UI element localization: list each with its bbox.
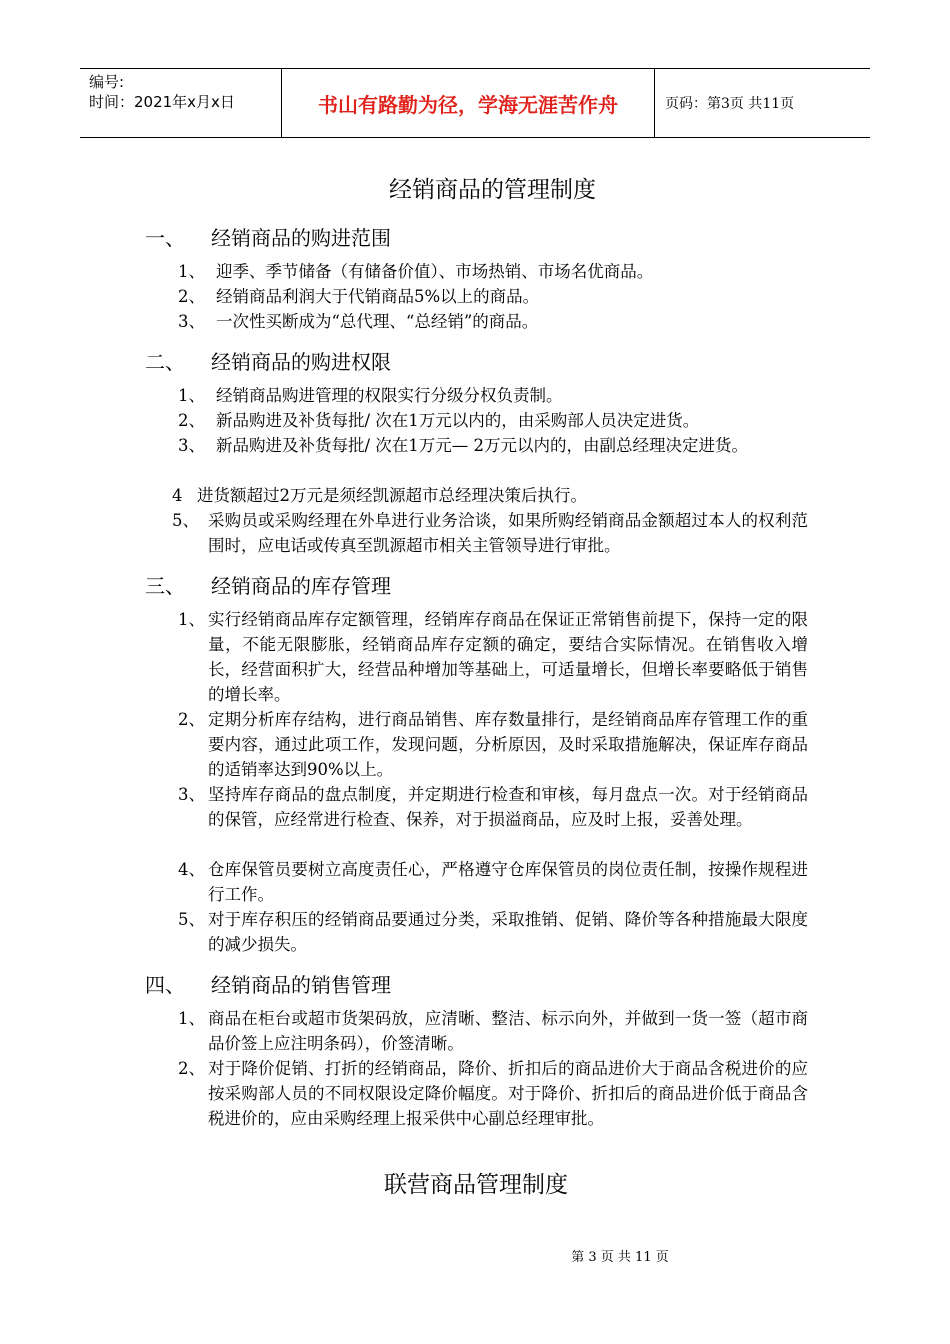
footer-page-number: 第 3 页 共 11 页 [571, 1250, 669, 1265]
section-heading-2 [145, 346, 391, 375]
time-label: 时间：2021年x月x日 [89, 93, 235, 111]
serial-label: 编号: [89, 73, 125, 91]
section-title: 经销商品的销售管理 [211, 973, 391, 997]
section-heading-1 [145, 222, 391, 251]
section-number: 四、 [145, 973, 185, 997]
list-item: 3、 新品购进及补货每批/ 次在1万元— 2万元以内的，由副总经理决定进货。 [178, 436, 749, 455]
list-item: 4、 仓库保管员要树立高度责任心，严格遵守仓库保管员的岗位责任制，按操作规程进行工作。 [178, 860, 808, 904]
list-item: 1、 实行经销商品库存定额管理，经销库存商品在保证正常销售前提下，保持一定的限量，不能无限膨胀，经销商品库存定额的确定，要结合实际情况。在销售收入增长，经营面积扩大，经营品种增加等基础上，可适量增长，但增长率要略低于销售的增长率。 [178, 610, 808, 704]
list-item: 2、 新品购进及补货每批/ 次在1万元以内的，由采购部人员决定进货。 [178, 411, 700, 430]
section-heading-4 [145, 969, 391, 998]
list-item: 2、 定期分析库存结构，进行商品销售、库存数量排行，是经销商品库存管理工作的重要内容，通过此项工作，发现问题，分析原因，及时采取措施解决，保证库存商品的适销率达到90%以上。 [178, 710, 808, 779]
section-title: 经销商品的购进范围 [211, 226, 391, 250]
section-number: 一、 [145, 226, 185, 250]
list-item: 5、 对于库存积压的经销商品要通过分类，采取推销、促销、降价等各种措施最大限度的减少损失。 [178, 910, 808, 954]
header-page-info: 页码：第3页 共11页 [665, 96, 795, 112]
list-item: 2、 经销商品利润大于代销商品5%以上的商品。 [178, 287, 540, 306]
header-motto: 书山有路勤为径，学海无涯苦作舟 [282, 69, 655, 137]
list-item: 3、 坚持库存商品的盘点制度，并定期进行检查和审核，每月盘点一次。对于经销商品的保管，应经常进行检查、保养，对于损溢商品，应及时上报，妥善处理。 [178, 785, 808, 829]
list-item: 1、 经销商品购进管理的权限实行分级分权负责制。 [178, 386, 563, 405]
section-heading-3 [145, 570, 391, 599]
section-title: 经销商品的购进权限 [211, 350, 391, 374]
list-item: 3、 一次性买断成为“总代理、“总经销”的商品。 [178, 312, 539, 331]
page-header [80, 68, 870, 138]
document-title: 经销商品的管理制度 [389, 177, 596, 203]
list-item: 1、 商品在柜台或超市货架码放，应清晰、整洁、标示向外，并做到一货一签（超市商品价签上应注明条码），价签清晰。 [178, 1009, 808, 1053]
list-item: 4 进货额超过2万元是须经凯源超市总经理决策后执行。 [172, 486, 587, 505]
second-title: 联营商品管理制度 [384, 1172, 568, 1198]
section-title: 经销商品的库存管理 [211, 574, 391, 598]
header-meta [80, 69, 282, 137]
list-item: 1、 迎季、季节储备（有储备价值）、市场热销、市场名优商品。 [178, 262, 654, 281]
list-item: 5、 采购员或采购经理在外阜进行业务洽谈，如果所购经销商品金额超过本人的权利范围时，应电话或传真至凯源超市相关主管领导进行审批。 [172, 511, 808, 555]
section-number: 三、 [145, 574, 185, 598]
section-number: 二、 [145, 350, 185, 374]
list-item: 2、 对于降价促销、打折的经销商品，降价、折扣后的商品进价大于商品含税进价的应按采购部人员的不同权限设定降价幅度。对于降价、折扣后的商品进价低于商品含税进价的，应由采购经理上报采供中心副总经理审批。 [178, 1059, 808, 1128]
